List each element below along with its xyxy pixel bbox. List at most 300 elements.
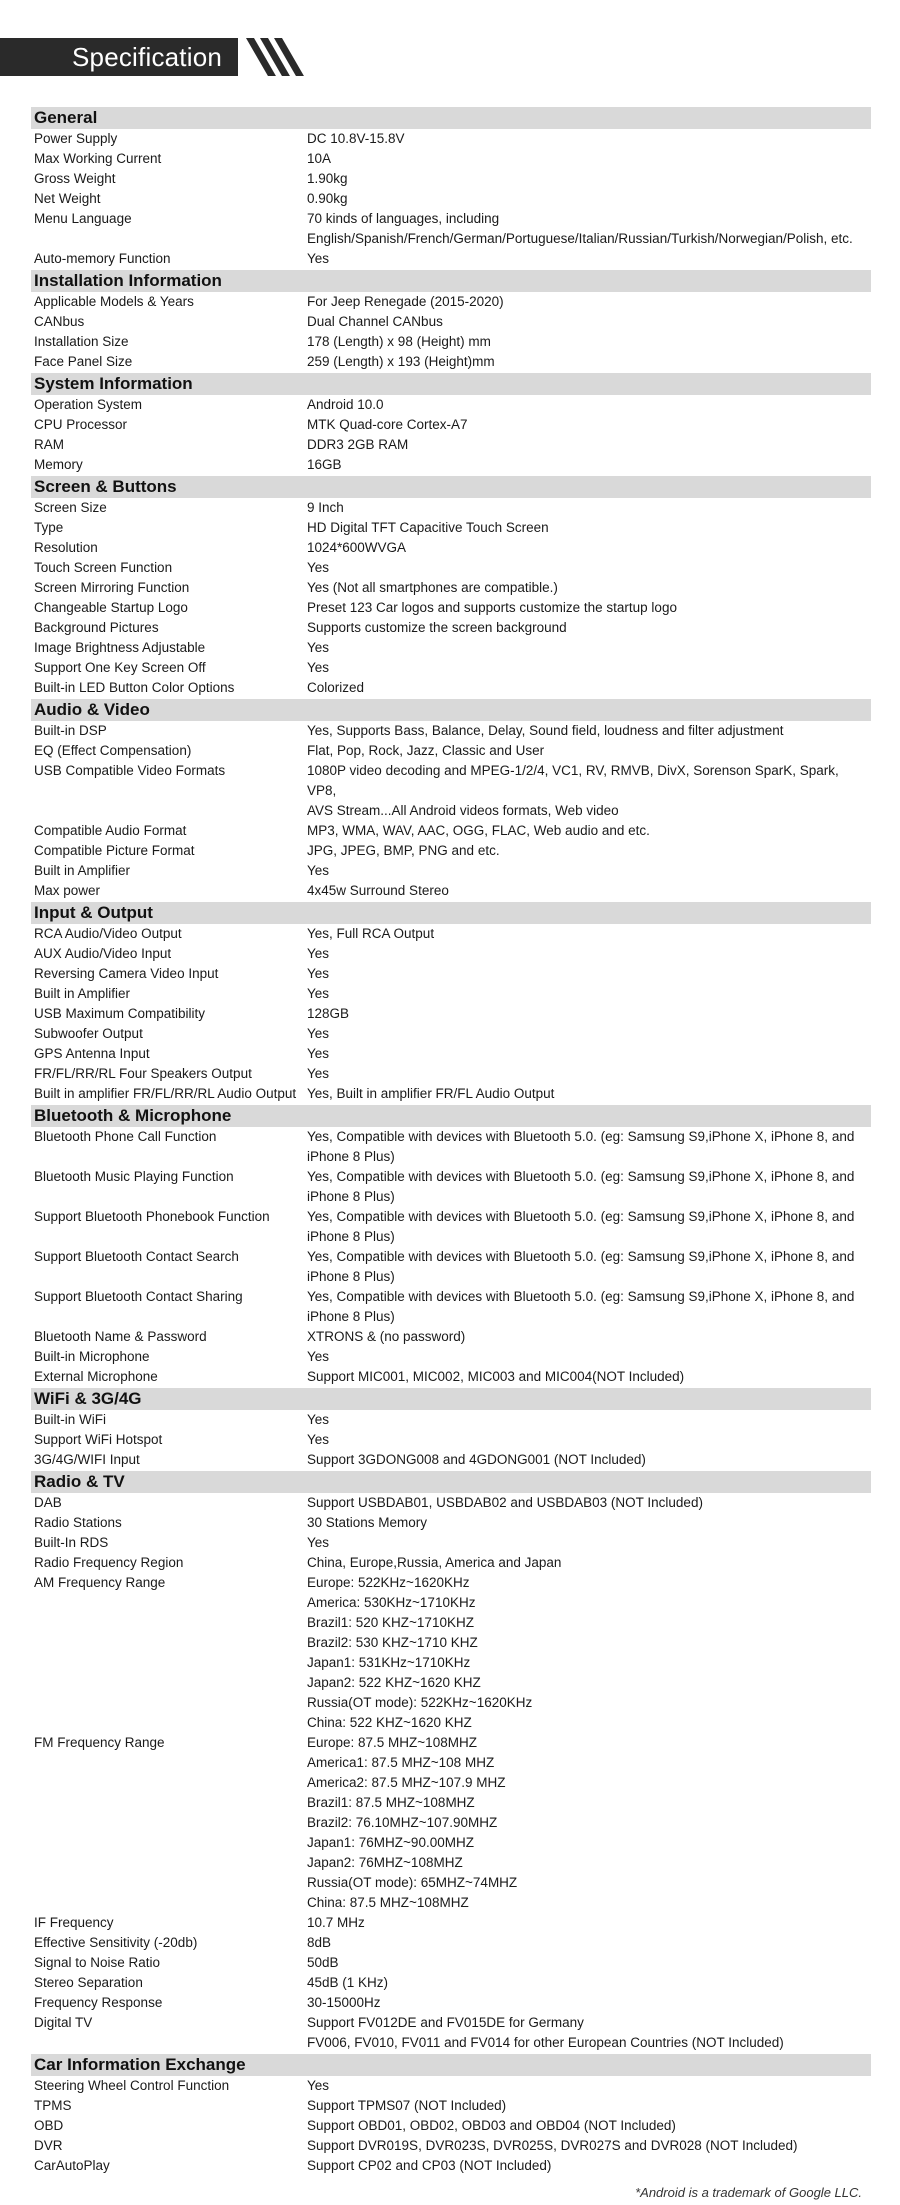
spec-value (307, 1367, 871, 1387)
spec-row (31, 2156, 871, 2176)
spec-value-line: 30 Stations Memory (307, 1515, 428, 1530)
spec-row (31, 249, 871, 269)
spec-label: Subwoofer Output (34, 1026, 143, 1041)
spec-row (31, 415, 871, 435)
spec-row (31, 1004, 871, 1024)
spec-value-line: 45dB (1 KHz) (307, 1975, 389, 1990)
spec-label: Image Brightness Adjustable (34, 640, 206, 655)
spec-value-line: Yes, Compatible with devices with Bluetooth 5.0. (eg: Samsung S9,iPhone X, iPhone 8, and (307, 1129, 855, 1144)
spec-label: Applicable Models & Years (34, 294, 194, 309)
spec-value (307, 1347, 871, 1367)
spec-value-line: Support USBDAB01, USBDAB02 and USBDAB03 (NOT Included) (307, 1495, 703, 1510)
spec-value-line: Support TPMS07 (NOT Included) (307, 2098, 507, 2113)
spec-value (307, 678, 871, 698)
spec-value-line: Brazil1: 520 KHZ~1710KHZ (307, 1615, 474, 1630)
spec-value (307, 2096, 871, 2116)
spec-value (307, 1733, 871, 1913)
spec-value-line: 16GB (307, 457, 342, 472)
spec-label: Resolution (34, 540, 98, 555)
spec-value (307, 312, 871, 332)
spec-label: Bluetooth Name & Password (34, 1329, 207, 1344)
spec-value (307, 332, 871, 352)
spec-value (307, 1450, 871, 1470)
spec-value-line: Supports customize the screen background (307, 620, 567, 635)
spec-row (31, 312, 871, 332)
spec-row (31, 578, 871, 598)
spec-value-line: 128GB (307, 1006, 350, 1021)
spec-label: Support WiFi Hotspot (34, 1432, 163, 1447)
spec-value-line: FV006, FV010, FV011 and FV014 for other European Countries (NOT Included) (307, 2035, 784, 2050)
spec-label: AUX Audio/Video Input (34, 946, 172, 961)
spec-label: DAB (34, 1495, 62, 1510)
spec-value (307, 618, 871, 638)
spec-value (307, 518, 871, 538)
spec-row (31, 1733, 871, 1913)
spec-value (307, 2136, 871, 2156)
spec-value-line: Yes (307, 1046, 330, 1061)
spec-value-line: HD Digital TFT Capacitive Touch Screen (307, 520, 549, 535)
spec-row (31, 1367, 871, 1387)
spec-row (31, 1410, 871, 1430)
spec-label: RAM (34, 437, 64, 452)
spec-label: Screen Mirroring Function (34, 580, 190, 595)
spec-value-line: Yes, Compatible with devices with Bluetooth 5.0. (eg: Samsung S9,iPhone X, iPhone 8, and (307, 1169, 855, 1184)
spec-label: Frequency Response (34, 1995, 163, 2010)
spec-value-line: Brazil1: 87.5 MHZ~108MHZ (307, 1795, 475, 1810)
spec-row (31, 964, 871, 984)
spec-row (31, 435, 871, 455)
spec-value-line: Preset 123 Car logos and supports customize the startup logo (307, 600, 677, 615)
spec-value (307, 189, 871, 209)
section-header: General (31, 107, 871, 129)
spec-value (307, 292, 871, 312)
spec-value (307, 984, 871, 1004)
spec-value (307, 658, 871, 678)
spec-row (31, 149, 871, 169)
spec-value (307, 1410, 871, 1430)
spec-value (307, 2116, 871, 2136)
spec-value-line: Yes (307, 1349, 330, 1364)
spec-label: Steering Wheel Control Function (34, 2078, 230, 2093)
trademark-footnote: *Android is a trademark of Google LLC. (635, 2185, 862, 2200)
spec-value (307, 741, 871, 761)
spec-label: Built-in WiFi (34, 1412, 107, 1427)
spec-value-line: iPhone 8 Plus) (307, 1189, 395, 1204)
spec-row (31, 1573, 871, 1733)
spec-value (307, 435, 871, 455)
spec-value-line: China, Europe,Russia, America and Japan (307, 1555, 562, 1570)
spec-value-line: English/Spanish/French/German/Portuguese/Italian/Russian/Turkish/Norwegian/Polish, etc. (307, 231, 853, 246)
spec-value-line: 8dB (307, 1935, 332, 1950)
specification-banner (0, 38, 292, 76)
spec-value (307, 1430, 871, 1450)
spec-row (31, 761, 871, 821)
spec-value-line: DC 10.8V-15.8V (307, 131, 405, 146)
spec-value-line: Europe: 87.5 MHZ~108MHZ (307, 1735, 477, 1750)
spec-label: Touch Screen Function (34, 560, 173, 575)
spec-value (307, 538, 871, 558)
spec-value-line: DDR3 2GB RAM (307, 437, 409, 452)
spec-label: CarAutoPlay (34, 2158, 110, 2173)
spec-value-line: XTRONS & (no password) (307, 1329, 466, 1344)
spec-value-line: JPG, JPEG, BMP, PNG and etc. (307, 843, 500, 858)
spec-value-line: 10.7 MHz (307, 1915, 365, 1930)
spec-label: DVR (34, 2138, 63, 2153)
spec-value-line: 50dB (307, 1955, 339, 1970)
spec-value-line: America: 530KHz~1710KHz (307, 1595, 476, 1610)
spec-value-line: Yes (307, 1066, 330, 1081)
spec-label: Bluetooth Music Playing Function (34, 1169, 234, 1184)
spec-value-line: Japan1: 76MHZ~90.00MHZ (307, 1835, 474, 1850)
spec-value-line: America2: 87.5 MHZ~107.9 MHZ (307, 1775, 506, 1790)
spec-value (307, 761, 871, 821)
spec-row (31, 395, 871, 415)
spec-value-line: iPhone 8 Plus) (307, 1229, 395, 1244)
spec-value-line: 9 Inch (307, 500, 344, 515)
spec-row (31, 821, 871, 841)
spec-value-line: Yes (307, 863, 330, 878)
spec-value (307, 944, 871, 964)
spec-value (307, 964, 871, 984)
spec-label: Reversing Camera Video Input (34, 966, 219, 981)
spec-value-line: Yes (Not all smartphones are compatible.) (307, 580, 558, 595)
spec-value (307, 598, 871, 618)
spec-label: Built-in Microphone (34, 1349, 150, 1364)
spec-row (31, 2013, 871, 2053)
spec-value (307, 1913, 871, 1933)
spec-value-line: Russia(OT mode): 522KHz~1620KHz (307, 1695, 533, 1710)
spec-row (31, 209, 871, 249)
spec-value (307, 1287, 871, 1327)
spec-label: Net Weight (34, 191, 101, 206)
spec-value (307, 352, 871, 372)
spec-value (307, 881, 871, 901)
spec-row (31, 721, 871, 741)
spec-value (307, 2013, 871, 2053)
spec-value (307, 1247, 871, 1287)
spec-value-line: 4x45w Surround Stereo (307, 883, 449, 898)
spec-value (307, 1973, 871, 1993)
spec-value-line: Dual Channel CANbus (307, 314, 443, 329)
spec-label: Max power (34, 883, 101, 898)
spec-label: Operation System (34, 397, 143, 412)
spec-value-line: Yes, Compatible with devices with Bluetooth 5.0. (eg: Samsung S9,iPhone X, iPhone 8, and (307, 1289, 855, 1304)
spec-value-line: Japan2: 76MHZ~108MHZ (307, 1855, 463, 1870)
spec-label: Screen Size (34, 500, 107, 515)
spec-row (31, 678, 871, 698)
spec-value (307, 1493, 871, 1513)
spec-value-line: For Jeep Renegade (2015-2020) (307, 294, 504, 309)
spec-label: Background Pictures (34, 620, 159, 635)
spec-value (307, 1993, 871, 2013)
spec-row (31, 924, 871, 944)
spec-value-line: iPhone 8 Plus) (307, 1269, 395, 1284)
spec-value-line: Brazil2: 76.10MHZ~107.90MHZ (307, 1815, 498, 1830)
spec-value (307, 455, 871, 475)
spec-row (31, 598, 871, 618)
spec-value (307, 2156, 871, 2176)
spec-row (31, 518, 871, 538)
spec-label: Menu Language (34, 211, 132, 226)
spec-value-line: Flat, Pop, Rock, Jazz, Classic and User (307, 743, 545, 758)
spec-label: Auto-memory Function (34, 251, 171, 266)
spec-row (31, 169, 871, 189)
spec-label: Digital TV (34, 2015, 93, 2030)
spec-value (307, 821, 871, 841)
spec-row (31, 1024, 871, 1044)
spec-label: IF Frequency (34, 1915, 114, 1930)
spec-value (307, 1533, 871, 1553)
spec-value-line: Yes (307, 2078, 330, 2093)
spec-label: Max Working Current (34, 151, 162, 166)
spec-value-line: iPhone 8 Plus) (307, 1149, 395, 1164)
spec-label: TPMS (34, 2098, 72, 2113)
spec-value-line: 10A (307, 151, 332, 166)
spec-label: Signal to Noise Ratio (34, 1955, 161, 1970)
spec-value (307, 1207, 871, 1247)
spec-row (31, 1493, 871, 1513)
spec-value-line: Yes (307, 640, 330, 655)
spec-row (31, 861, 871, 881)
spec-table (31, 106, 871, 2176)
spec-value (307, 1024, 871, 1044)
spec-value-line: Yes (307, 251, 330, 266)
spec-value-line: Yes, Full RCA Output (307, 926, 435, 941)
spec-value-line: 178 (Length) x 98 (Height) mm (307, 334, 491, 349)
spec-value (307, 841, 871, 861)
spec-value-line: Support DVR019S, DVR023S, DVR025S, DVR027S and DVR028 (NOT Included) (307, 2138, 798, 2153)
spec-label: Compatible Audio Format (34, 823, 187, 838)
spec-row (31, 1993, 871, 2013)
spec-value (307, 1953, 871, 1973)
spec-value-line: iPhone 8 Plus) (307, 1309, 395, 1324)
spec-label: Memory (34, 457, 83, 472)
spec-value-line: Yes, Built in amplifier FR/FL Audio Output (307, 1086, 555, 1101)
spec-row (31, 2116, 871, 2136)
spec-label: Radio Frequency Region (34, 1555, 184, 1570)
spec-label: AM Frequency Range (34, 1575, 166, 1590)
spec-value-line: Yes (307, 560, 330, 575)
spec-value-line: MP3, WMA, WAV, AAC, OGG, FLAC, Web audio and etc. (307, 823, 650, 838)
spec-label: Changeable Startup Logo (34, 600, 188, 615)
section-header: WiFi & 3G/4G (31, 1388, 871, 1410)
spec-value-line: Yes, Compatible with devices with Bluetooth 5.0. (eg: Samsung S9,iPhone X, iPhone 8, and (307, 1209, 855, 1224)
spec-label: Compatible Picture Format (34, 843, 195, 858)
spec-row (31, 455, 871, 475)
spec-label: Built in amplifier FR/FL/RR/RL Audio Output (34, 1086, 297, 1101)
spec-value (307, 149, 871, 169)
section-header: System Information (31, 373, 871, 395)
spec-value (307, 498, 871, 518)
spec-value-line: AVS Stream...All Android videos formats, Web video (307, 803, 619, 818)
spec-label: USB Compatible Video Formats (34, 763, 226, 778)
spec-label: CPU Processor (34, 417, 128, 432)
spec-row (31, 1064, 871, 1084)
spec-value (307, 861, 871, 881)
section-header: Car Information Exchange (31, 2054, 871, 2076)
spec-value-line: America1: 87.5 MHZ~108 MHZ (307, 1755, 495, 1770)
spec-value-line: China: 87.5 MHZ~108MHZ (307, 1895, 469, 1910)
spec-label: Built-In RDS (34, 1535, 109, 1550)
spec-row (31, 292, 871, 312)
spec-label: Built in Amplifier (34, 863, 131, 878)
spec-row (31, 984, 871, 1004)
spec-row (31, 1084, 871, 1104)
spec-value-line: Japan2: 522 KHZ~1620 KHZ (307, 1675, 481, 1690)
spec-value-line: Yes (307, 1026, 330, 1041)
spec-row (31, 2076, 871, 2096)
spec-row (31, 1167, 871, 1207)
spec-value-line: 0.90kg (307, 191, 348, 206)
spec-value-line: Japan1: 531KHz~1710KHz (307, 1655, 471, 1670)
spec-row (31, 841, 871, 861)
spec-label: Type (34, 520, 64, 535)
spec-value-line: Support OBD01, OBD02, OBD03 and OBD04 (NOT Included) (307, 2118, 676, 2133)
spec-value-line: Support FV012DE and FV015DE for Germany (307, 2015, 584, 2030)
spec-row (31, 1933, 871, 1953)
spec-label: 3G/4G/WIFI Input (34, 1452, 140, 1467)
spec-label: Support Bluetooth Contact Sharing (34, 1289, 243, 1304)
spec-value (307, 1064, 871, 1084)
spec-row (31, 2096, 871, 2116)
spec-row (31, 1044, 871, 1064)
spec-value-line: Yes, Supports Bass, Balance, Delay, Sound field, loudness and filter adjustment (307, 723, 784, 738)
spec-value-line: Support MIC001, MIC002, MIC003 and MIC004(NOT Included) (307, 1369, 685, 1384)
spec-row (31, 741, 871, 761)
spec-value (307, 1553, 871, 1573)
spec-value-line: China: 522 KHZ~1620 KHZ (307, 1715, 472, 1730)
spec-row (31, 1953, 871, 1973)
spec-label: Stereo Separation (34, 1975, 143, 1990)
spec-row (31, 2136, 871, 2156)
spec-value-line: 1.90kg (307, 171, 348, 186)
spec-row (31, 1207, 871, 1247)
spec-value-line: Yes (307, 1412, 330, 1427)
spec-row (31, 1347, 871, 1367)
spec-row (31, 1973, 871, 1993)
spec-row (31, 1327, 871, 1347)
spec-row (31, 129, 871, 149)
spec-row (31, 1127, 871, 1167)
spec-value-line: Yes (307, 1535, 330, 1550)
spec-value-line: Yes (307, 986, 330, 1001)
spec-value (307, 1044, 871, 1064)
spec-label: FR/FL/RR/RL Four Speakers Output (34, 1066, 252, 1081)
spec-value (307, 169, 871, 189)
section-header: Input & Output (31, 902, 871, 924)
spec-row (31, 1533, 871, 1553)
spec-value (307, 2076, 871, 2096)
page-title: Specification (72, 42, 223, 72)
spec-value (307, 721, 871, 741)
spec-row (31, 498, 871, 518)
spec-value-line: Support 3GDONG008 and 4GDONG001 (NOT Included) (307, 1452, 646, 1467)
section-header: Bluetooth & Microphone (31, 1105, 871, 1127)
spec-value-line: Yes (307, 660, 330, 675)
spec-value (307, 209, 871, 249)
spec-row (31, 558, 871, 578)
spec-label: Built-in DSP (34, 723, 107, 738)
spec-row (31, 1430, 871, 1450)
spec-label: Support Bluetooth Contact Search (34, 1249, 239, 1264)
spec-value-line: 30-15000Hz (307, 1995, 381, 2010)
spec-value-line: Android 10.0 (307, 397, 384, 412)
spec-value-line: Yes (307, 946, 330, 961)
spec-value-line: Yes, Compatible with devices with Bluetooth 5.0. (eg: Samsung S9,iPhone X, iPhone 8, and (307, 1249, 855, 1264)
spec-row (31, 1247, 871, 1287)
spec-label: Bluetooth Phone Call Function (34, 1129, 217, 1144)
spec-value-line: 1080P video decoding and MPEG-1/2/4, VC1, RV, RMVB, DivX, Sorenson SparK, Spark, VP8, (307, 763, 839, 798)
spec-row (31, 944, 871, 964)
spec-label: Built in Amplifier (34, 986, 131, 1001)
spec-value (307, 638, 871, 658)
spec-label: USB Maximum Compatibility (34, 1006, 206, 1021)
spec-label: FM Frequency Range (34, 1735, 165, 1750)
spec-value (307, 395, 871, 415)
spec-label: EQ (Effect Compensation) (34, 743, 192, 758)
spec-label: External Microphone (34, 1369, 158, 1384)
spec-value-line: MTK Quad-core Cortex-A7 (307, 417, 468, 432)
spec-value-line: 1024*600WVGA (307, 540, 407, 555)
spec-value (307, 1933, 871, 1953)
spec-value-line: Colorized (307, 680, 365, 695)
spec-value (307, 1573, 871, 1733)
spec-row (31, 1287, 871, 1327)
spec-row (31, 1553, 871, 1573)
spec-value-line: Europe: 522KHz~1620KHz (307, 1575, 470, 1590)
spec-label: Support One Key Screen Off (34, 660, 206, 675)
spec-label: Gross Weight (34, 171, 116, 186)
spec-value-line: Brazil2: 530 KHZ~1710 KHZ (307, 1635, 478, 1650)
section-header: Radio & TV (31, 1471, 871, 1493)
spec-value (307, 129, 871, 149)
spec-row (31, 1913, 871, 1933)
spec-label: OBD (34, 2118, 64, 2133)
spec-label: Installation Size (34, 334, 129, 349)
spec-value (307, 558, 871, 578)
spec-label: Support Bluetooth Phonebook Function (34, 1209, 270, 1224)
spec-value (307, 415, 871, 435)
spec-value-line: Russia(OT mode): 65MHZ~74MHZ (307, 1875, 518, 1890)
spec-label: CANbus (34, 314, 85, 329)
spec-value (307, 1004, 871, 1024)
spec-label: GPS Antenna Input (34, 1046, 150, 1061)
spec-value-line: Yes (307, 1432, 330, 1447)
spec-row (31, 538, 871, 558)
section-header: Audio & Video (31, 699, 871, 721)
section-header: Screen & Buttons (31, 476, 871, 498)
spec-value (307, 249, 871, 269)
spec-value (307, 578, 871, 598)
spec-row (31, 332, 871, 352)
spec-row (31, 1450, 871, 1470)
spec-row (31, 658, 871, 678)
spec-row (31, 1513, 871, 1533)
spec-label: RCA Audio/Video Output (34, 926, 182, 941)
spec-label: Power Supply (34, 131, 118, 146)
spec-value (307, 1167, 871, 1207)
spec-label: Built-in LED Button Color Options (34, 680, 235, 695)
spec-row (31, 618, 871, 638)
section-header: Installation Information (31, 270, 871, 292)
spec-value (307, 924, 871, 944)
spec-label: Face Panel Size (34, 354, 133, 369)
spec-row (31, 352, 871, 372)
spec-label: Effective Sensitivity (-20db) (34, 1935, 198, 1950)
spec-label: Radio Stations (34, 1515, 122, 1530)
spec-row (31, 881, 871, 901)
spec-value (307, 1327, 871, 1347)
